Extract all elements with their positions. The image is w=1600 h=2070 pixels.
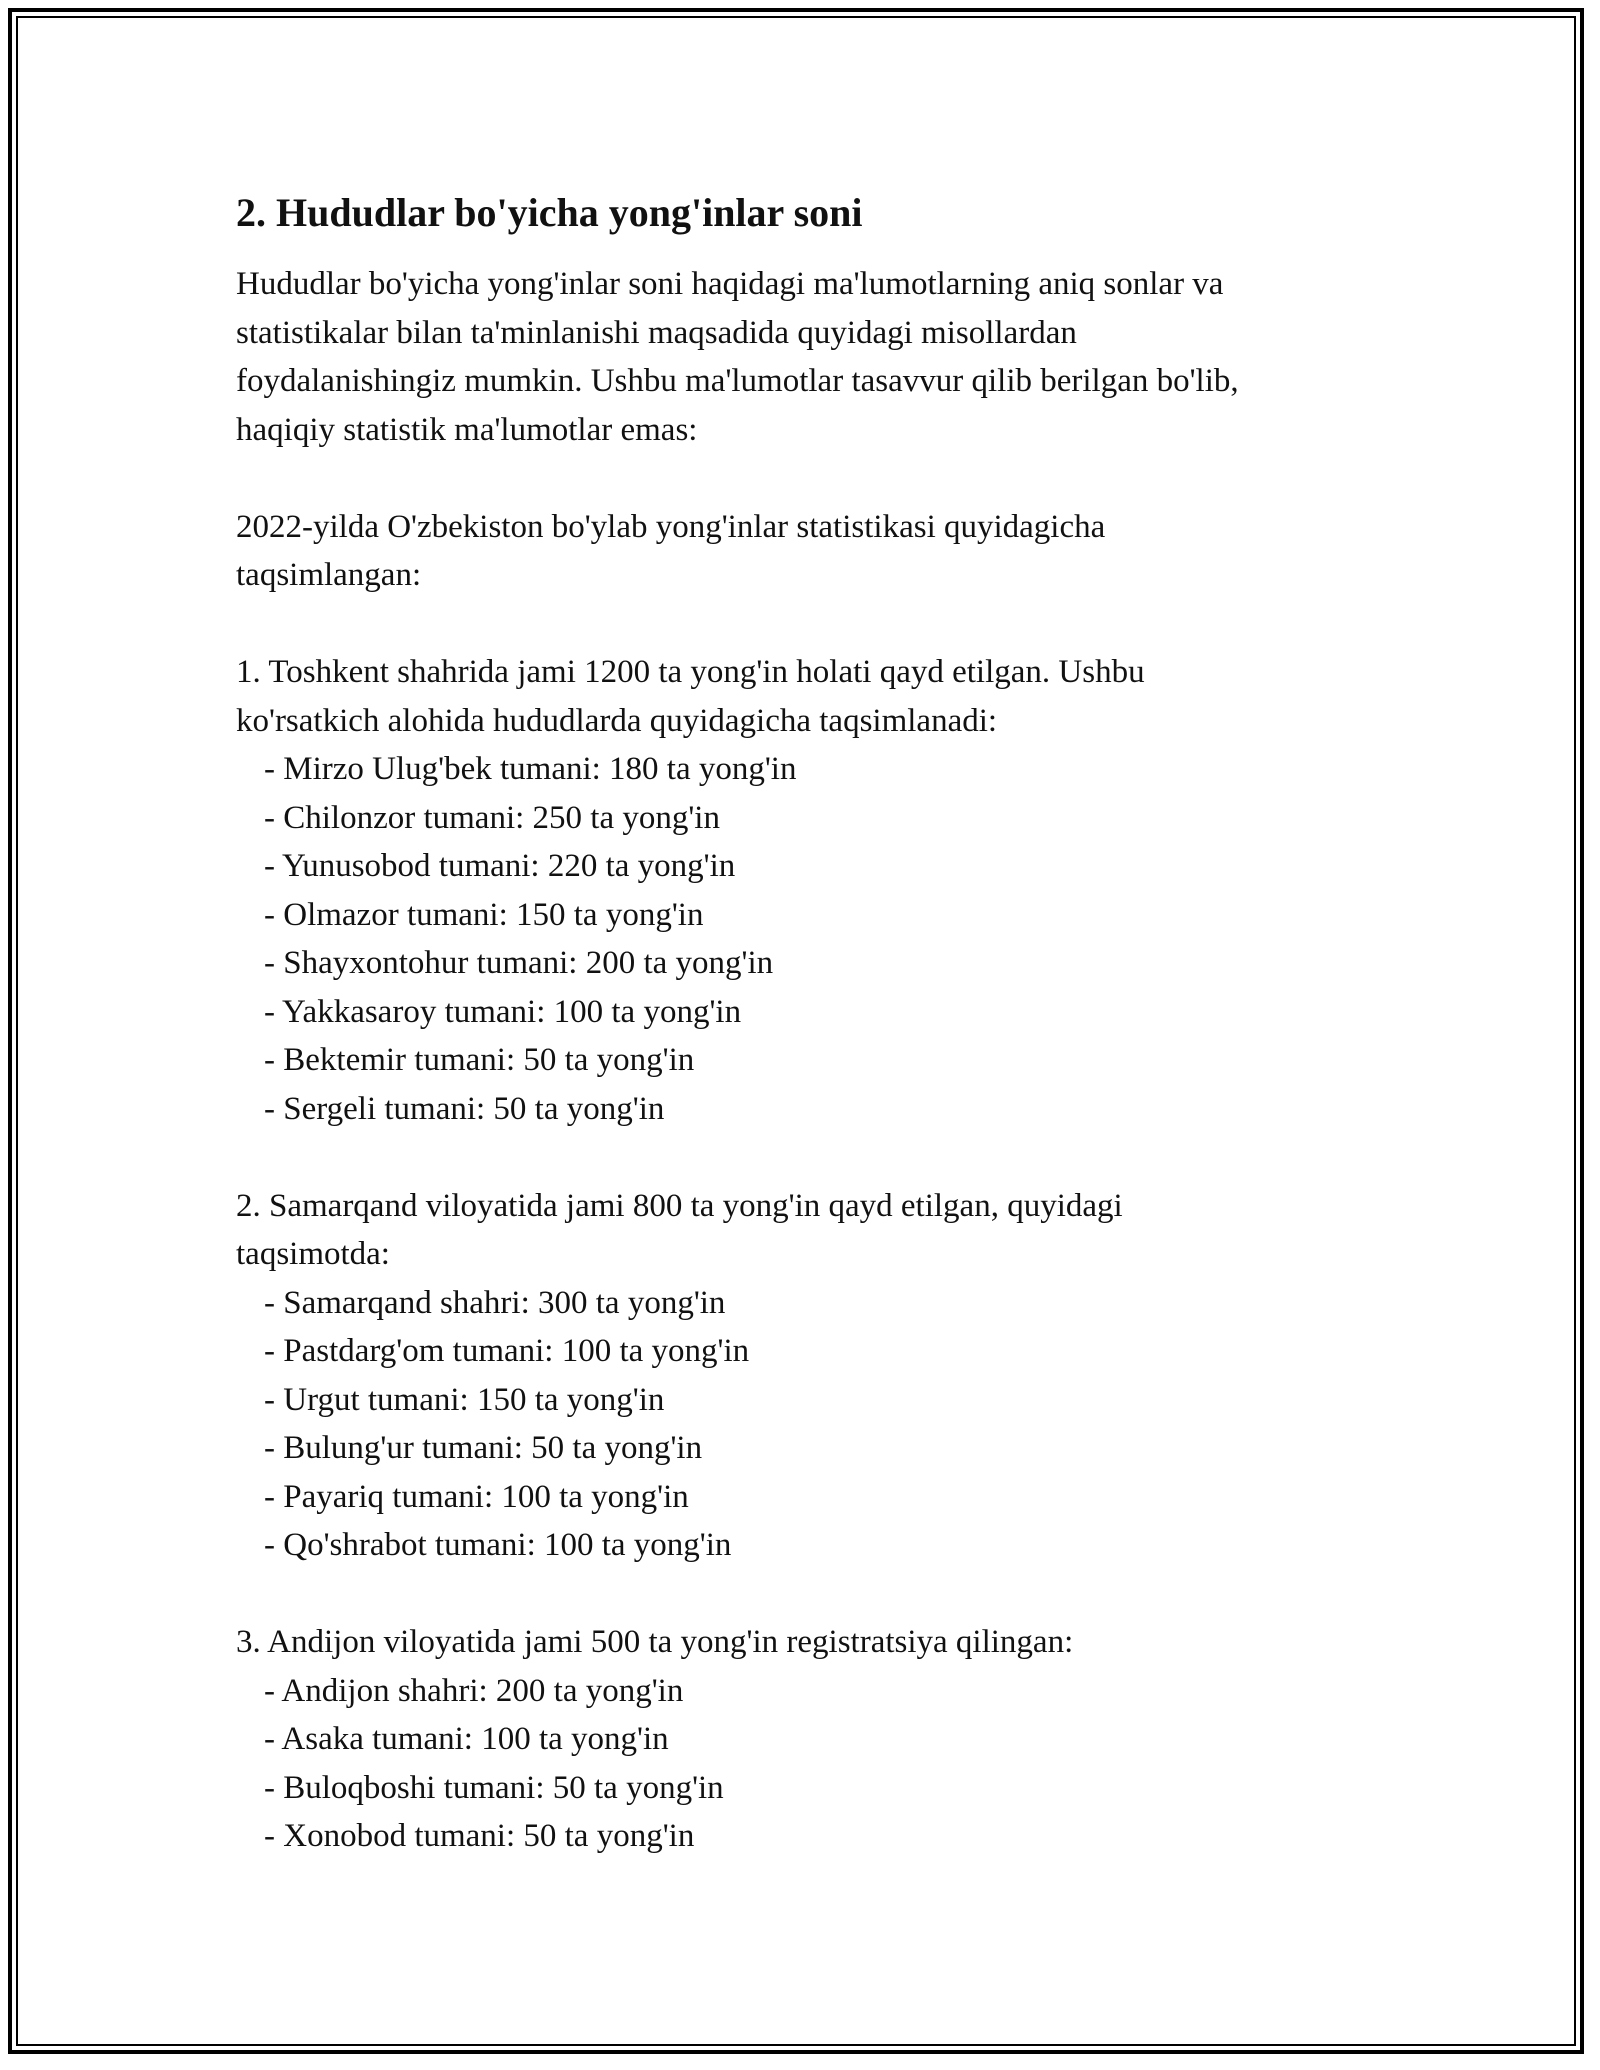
year-paragraph bbox=[236, 503, 1386, 600]
section-title-line: 2. Samarqand viloyatida jami 800 ta yong'in qayd etilgan, quyidagi bbox=[236, 1187, 1123, 1224]
year-line: 2022-yilda O'zbekiston bo'ylab yong'inlar statistikasi quyidagicha bbox=[236, 508, 1106, 545]
section-title-line: 1. Toshkent shahrida jami 1200 ta yong'in holati qayd etilgan. Ushbu bbox=[236, 654, 1145, 690]
section-andijon bbox=[236, 1618, 1386, 1861]
section-heading: 2. Hududlar bo'yicha yong'inlar soni bbox=[236, 190, 863, 235]
spacer bbox=[236, 1133, 1386, 1182]
list-item: - Qo'shrabot tumani: 100 ta yong'in bbox=[264, 1527, 732, 1563]
list-item: - Payariq tumani: 100 ta yong'in bbox=[264, 1478, 689, 1515]
list-item: - Yunusobod tumani: 220 ta yong'in bbox=[264, 848, 736, 884]
intro-paragraph bbox=[236, 260, 1386, 454]
intro-line: foydalanishingiz mumkin. Ushbu ma'lumotlar tasavvur qilib berilgan bo'lib, bbox=[236, 363, 1239, 399]
section-title-line: 3. Andijon viloyatida jami 500 ta yong'in registratsiya qilingan: bbox=[236, 1624, 1074, 1660]
list-item: - Yakkasaroy tumani: 100 ta yong'in bbox=[264, 993, 742, 1030]
section-toshkent bbox=[236, 648, 1386, 1133]
list-item: - Shayxontohur tumani: 200 ta yong'in bbox=[264, 945, 774, 981]
list-item: - Xonobod tumani: 50 ta yong'in bbox=[264, 1818, 695, 1854]
intro-line: haqiqiy statistik ma'lumotlar emas: bbox=[236, 411, 698, 448]
list-item: - Buloqboshi tumani: 50 ta yong'in bbox=[264, 1769, 724, 1806]
document-body bbox=[236, 186, 1386, 1861]
list-item: - Sergeli tumani: 50 ta yong'in bbox=[264, 1090, 665, 1127]
list-item: - Olmazor tumani: 150 ta yong'in bbox=[264, 896, 704, 933]
section-samarqand bbox=[236, 1182, 1386, 1570]
list-item: - Bulung'ur tumani: 50 ta yong'in bbox=[264, 1430, 703, 1466]
list-item: - Bektemir tumani: 50 ta yong'in bbox=[264, 1042, 695, 1078]
spacer bbox=[236, 1570, 1386, 1619]
spacer bbox=[236, 454, 1386, 503]
section-title-line: taqsimotda: bbox=[236, 1236, 390, 1272]
list-item: - Chilonzor tumani: 250 ta yong'in bbox=[264, 799, 720, 836]
spacer bbox=[236, 600, 1386, 649]
intro-line: Hududlar bo'yicha yong'inlar soni haqidagi ma'lumotlarning aniq sonlar va bbox=[236, 266, 1224, 302]
section-title-line: ko'rsatkich alohida hududlarda quyidagicha taqsimlanadi: bbox=[236, 702, 998, 739]
list-item: - Asaka tumani: 100 ta yong'in bbox=[264, 1721, 669, 1757]
list-item: - Pastdarg'om tumani: 100 ta yong'in bbox=[264, 1333, 750, 1369]
list-item: - Urgut tumani: 150 ta yong'in bbox=[264, 1381, 665, 1418]
year-line: taqsimlangan: bbox=[236, 557, 422, 593]
list-item: - Andijon shahri: 200 ta yong'in bbox=[264, 1672, 684, 1709]
list-item: - Mirzo Ulug'bek tumani: 180 ta yong'in bbox=[264, 751, 797, 787]
intro-line: statistikalar bilan ta'minlanishi maqsadida quyidagi misollardan bbox=[236, 314, 1077, 351]
list-item: - Samarqand shahri: 300 ta yong'in bbox=[264, 1284, 726, 1321]
